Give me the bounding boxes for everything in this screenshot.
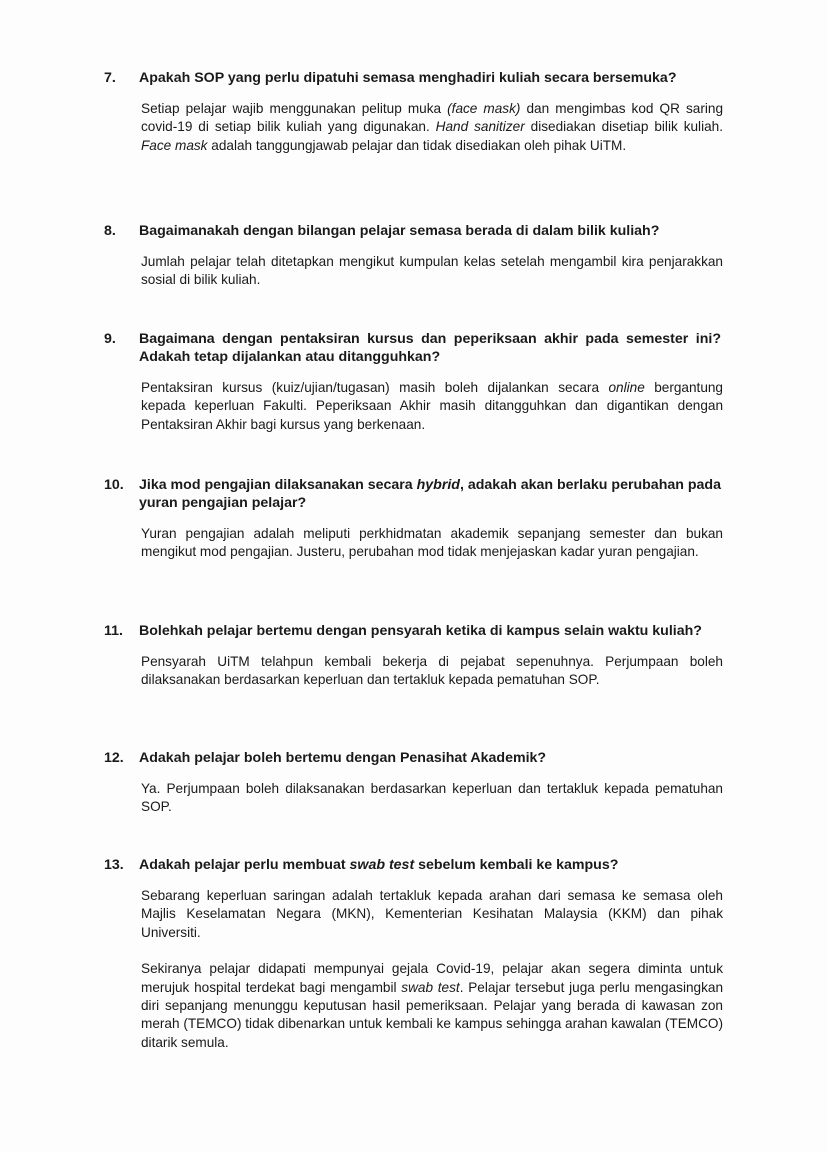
question-number: 9.	[104, 331, 116, 347]
answer-text: Yuran pengajian adalah meliputi perkhidmatan akademik sepanjang semester dan bukan mengikut mod pengajian. Justeru, perubahan mod tidak menjejaskan kadar yuran pengajian.	[141, 526, 723, 560]
question-text: Jika mod pengajian dilaksanakan secara hybrid, adakah akan berlaku perubahan pada yuran pengajian pelajar?	[139, 477, 721, 511]
faq-item-8	[0, 222, 827, 290]
faq-item-11	[0, 622, 827, 690]
answer-text: Jumlah pelajar telah ditetapkan mengikut kumpulan kelas setelah mengambil kira penjarakkan sosial di bilik kuliah.	[141, 254, 723, 288]
question-text: Bagaimanakah dengan bilangan pelajar semasa berada di dalam bilik kuliah?	[139, 223, 660, 239]
answer-text: Pentaksiran kursus (kuiz/ujian/tugasan) masih boleh dijalankan secara online bergantung kepada keperluan Fakulti. Peperiksaan Akhir masih ditangguhkan dan digantikan dengan Pentaksiran Akhir bagi kursus yang berkenaan.	[141, 380, 723, 432]
question-text: Bagaimana dengan pentaksiran kursus dan peperiksaan akhir pada semester ini? Adakah tetap dijalankan atau ditangguhkan?	[139, 331, 721, 365]
faq-item-7	[0, 69, 827, 155]
faq-item-13	[0, 856, 827, 1052]
faq-item-12	[0, 749, 827, 817]
answer-text: Sebarang keperluan saringan adalah tertakluk kepada arahan dari semasa ke semasa oleh Majlis Keselamatan Negara (MKN), Kementerian Kesihatan Malaysia (KKM) dan pihak Universiti. Sekiranya pelajar didapati mempunyai gejala Covid-19, pelajar akan segera diminta untuk merujuk hospital terdekat bagi mengambil swab test. Pelajar tersebut juga perlu mengasingkan diri sepanjang menunggu keputusan hasil pemeriksaan. Pelajar yang berada di kawasan zon merah (TEMCO) tidak dibenarkan untuk kembali ke kampus sehingga arahan kawalan (TEMCO) ditarik semula.	[141, 888, 724, 1050]
faq-item-9	[0, 330, 827, 434]
question-number: 12.	[104, 750, 124, 766]
answer-text: Ya. Perjumpaan boleh dilaksanakan berdasarkan keperluan dan tertakluk kepada pematuhan SOP.	[141, 781, 723, 815]
answer-text: Pensyarah UiTM telahpun kembali bekerja di pejabat sepenuhnya. Perjumpaan boleh dilaksanakan berdasarkan keperluan dan tertakluk kepada pematuhan SOP.	[141, 654, 723, 688]
answer-text: Setiap pelajar wajib menggunakan pelitup muka (face mask) dan mengimbas kod QR saring covid-19 di setiap bilik kuliah yang digunakan. Hand sanitizer disediakan disetiap bilik kuliah. Face mask adalah tanggungjawab pelajar dan tidak disediakan oleh pihak UiTM.	[141, 101, 723, 153]
question-number: 10.	[104, 477, 124, 493]
question-number: 8.	[104, 223, 116, 239]
question-number: 7.	[104, 70, 116, 86]
question-text: Adakah pelajar boleh bertemu dengan Penasihat Akademik?	[139, 750, 547, 766]
question-text: Apakah SOP yang perlu dipatuhi semasa menghadiri kuliah secara bersemuka?	[139, 70, 677, 86]
faq-item-10	[0, 476, 827, 562]
question-text: Adakah pelajar perlu membuat swab test sebelum kembali ke kampus?	[139, 857, 619, 873]
question-number: 13.	[104, 857, 124, 873]
question-text: Bolehkah pelajar bertemu dengan pensyarah ketika di kampus selain waktu kuliah?	[139, 623, 702, 639]
question-number: 11.	[104, 623, 123, 639]
